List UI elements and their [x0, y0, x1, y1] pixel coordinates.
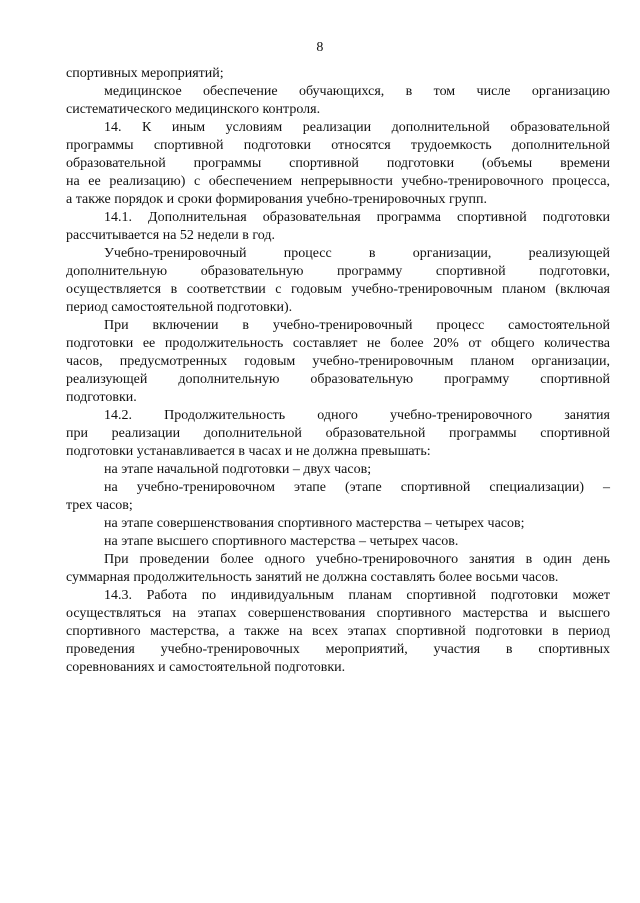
text-line: трех часов; — [66, 498, 133, 513]
text-line: 14. К иным условиям реализации дополнительной образовательной — [104, 120, 610, 135]
text-line: суммарная продолжительность занятий не должна составлять более восьми часов. — [66, 570, 559, 585]
text-line: спортивных мероприятий; — [66, 66, 224, 81]
text-line: реализующей дополнительную образовательную программу спортивной — [66, 372, 610, 387]
text-line: на ее реализацию) с обеспечением непрерывности учебно-тренировочного процесса, — [66, 174, 610, 189]
text-line: на учебно-тренировочном этапе (этапе спортивной специализации) – — [104, 480, 610, 495]
text-line: 14.2. Продолжительность одного учебно-тренировочного занятия — [104, 408, 610, 423]
text-line: при реализации дополнительной образовательной программы спортивной — [66, 426, 610, 441]
text-line: систематического медицинского контроля. — [66, 102, 321, 117]
text-line: образовательной программы спортивной подготовки (объемы времени — [66, 156, 610, 171]
text-line: на этапе высшего спортивного мастерства – четырех часов. — [104, 534, 459, 549]
text-line: проведения учебно-тренировочных мероприятий, участия в спортивных — [66, 642, 610, 657]
text-line: медицинское обеспечение обучающихся, в том числе организацию — [104, 84, 610, 99]
text-line: соревнованиях и самостоятельной подготовки. — [66, 660, 346, 675]
text-line: дополнительную образовательную программу спортивной подготовки, — [66, 264, 610, 279]
text-line: часов, предусмотренных годовым учебно-тренировочным планом организации, — [66, 354, 610, 369]
text-line: 14.1. Дополнительная образовательная программа спортивной подготовки — [104, 210, 610, 225]
document-body — [66, 65, 610, 677]
page-number: 8 — [316, 40, 324, 55]
text-line: подготовки ее продолжительность составляет не более 20% от общего количества — [66, 336, 610, 351]
text-line: на этапе начальной подготовки – двух часов; — [104, 462, 372, 477]
text-line: подготовки. — [66, 390, 137, 405]
text-line: При включении в учебно-тренировочный процесс самостоятельной — [104, 318, 610, 333]
text-line: на этапе совершенствования спортивного мастерства – четырех часов; — [104, 516, 525, 531]
text-line: а также порядок и сроки формирования учебно-тренировочных групп. — [66, 192, 488, 207]
text-line: осуществляется в соответствии с годовым учебно-тренировочным планом (включая — [66, 282, 610, 297]
text-line: программы спортивной подготовки относятся трудоемкость дополнительной — [66, 138, 610, 153]
text-line: Учебно-тренировочный процесс в организации, реализующей — [104, 246, 610, 261]
text-line: подготовки устанавливается в часах и не должна превышать: — [66, 444, 431, 459]
text-line: рассчитывается на 52 недели в год. — [66, 228, 275, 243]
text-line: осуществляться на этапах совершенствования спортивного мастерства и высшего — [66, 606, 610, 621]
text-line: спортивного мастерства, а также на всех этапах спортивной подготовки в период — [66, 624, 610, 639]
text-line: 14.3. Работа по индивидуальным планам спортивной подготовки может — [104, 588, 610, 603]
text-line: При проведении более одного учебно-тренировочного занятия в один день — [104, 552, 610, 567]
text-line: период самостоятельной подготовки). — [66, 300, 293, 315]
